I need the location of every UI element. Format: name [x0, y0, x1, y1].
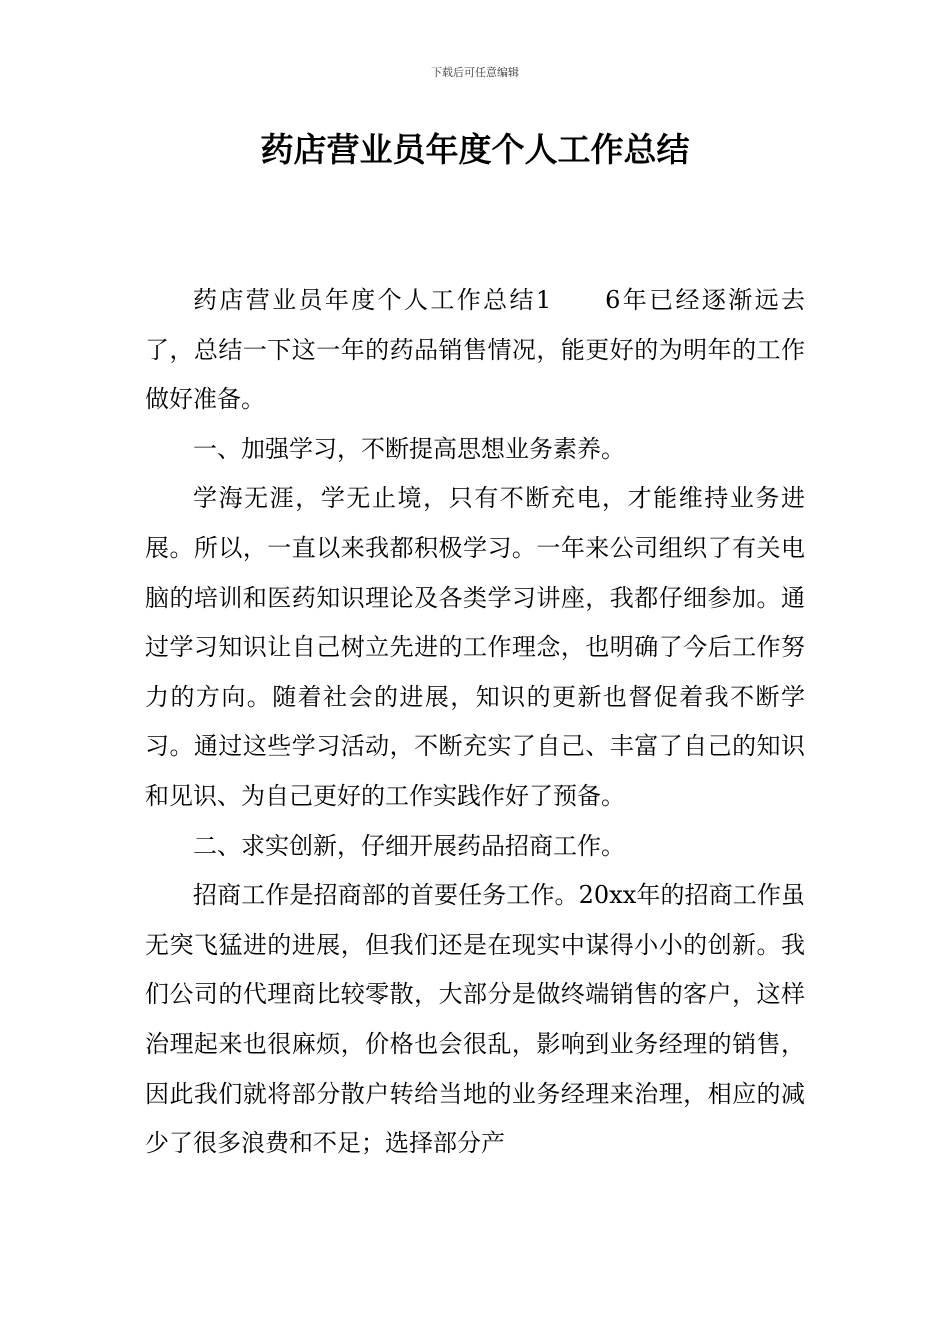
- body-paragraph-1: 学海无涯，学无止境，只有不断充电，才能维持业务进展。所以，一直以来我都积极学习。一年来公司组织了有关电脑的培训和医药知识理论及各类学习讲座，我都仔细参加。通过学习知识让自己树立先进的工作理念，也明确了今后工作努力的方向。随着社会的进展，知识的更新也督促着我不断学习。通过这些学习活动，不断充实了自己、丰富了自己的知识和见识、为自己更好的工作实践作好了预备。: [145, 484, 805, 810]
- intro-paragraph: [145, 276, 805, 425]
- document-title: 药店营业员年度个人工作总结: [260, 130, 690, 169]
- header-note: 下载后可任意编辑: [431, 66, 519, 79]
- intro-body-text: 6年已经逐渐远去了，总结一下这一年的药品销售情况，能更好的为明年的工作做好准备。: [145, 286, 805, 414]
- intro-heading-text: 药店营业员年度个人工作总结1: [193, 286, 552, 314]
- section-heading-2: 二、求实创新，仔细开展药品招商工作。: [193, 831, 625, 860]
- document-body: [145, 276, 805, 1169]
- section-heading-1: 一、加强学习，不断提高思想业务素养。: [193, 434, 625, 463]
- body-paragraph-2: 招商工作是招商部的首要任务工作。20xx年的招商工作虽无突飞猛进的进展，但我们还是在现实中谋得小小的创新。我们公司的代理商比较零散，大部分是做终端销售的客户，这样治理起来也很麻烦，价格也会很乱，影响到业务经理的销售，因此我们就将部分散户转给当地的业务经理来治理，相应的减少了很多浪费和不足；选择部分产: [145, 881, 805, 1158]
